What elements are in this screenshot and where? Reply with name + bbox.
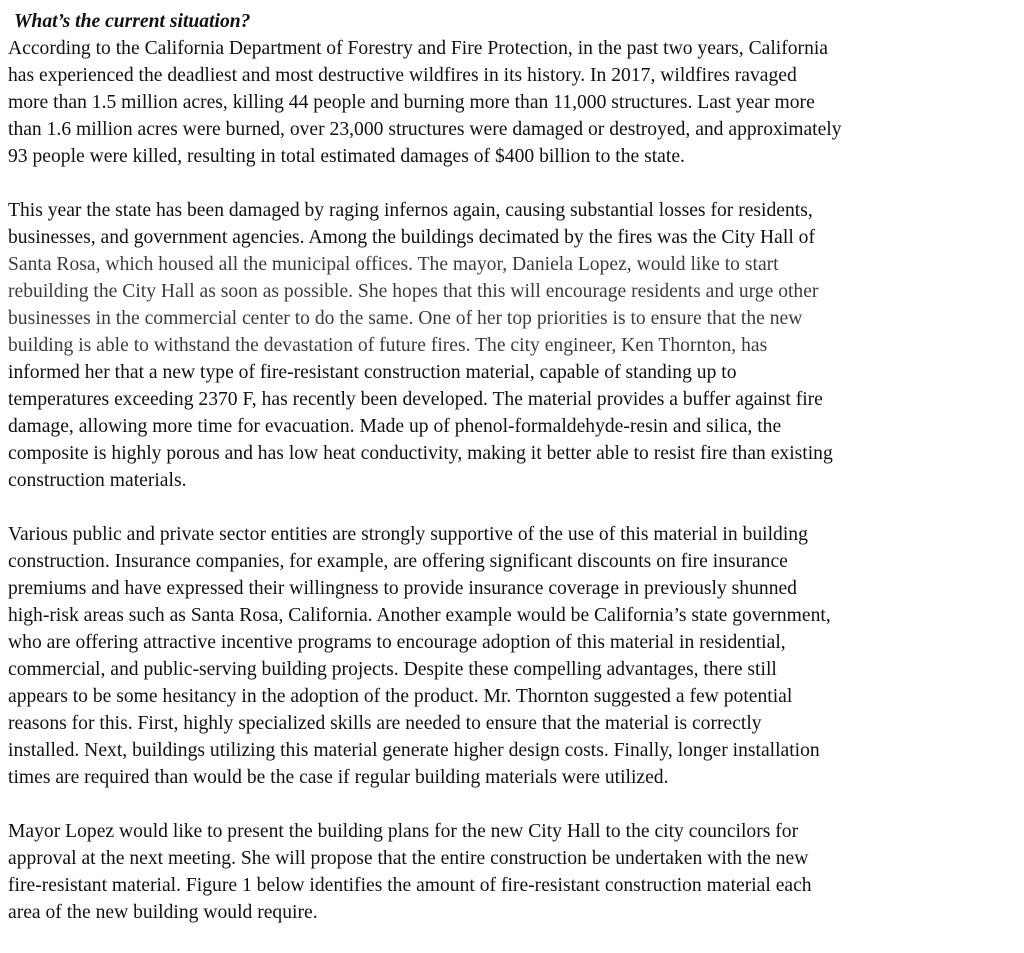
paragraph-line: Mayor Lopez would like to present the building plans for the new City Hall to the city councilors for (8, 821, 799, 842)
paragraph-line: has experienced the deadliest and most destructive wildfires in its history. In 2017, wildfires ravaged (8, 65, 797, 86)
paragraph-line: rebuilding the City Hall as soon as possible. She hopes that this will encourage residents and urge other (8, 281, 819, 302)
paragraph-line: who are offering attractive incentive programs to encourage adoption of this material in residential, (8, 632, 786, 653)
paragraph-mayor-plan (8, 818, 1018, 926)
paragraph-line: damage, allowing more time for evacuation. Made up of phenol-formaldehyde-resin and silica, the (8, 416, 782, 437)
paragraph-line: This year the state has been damaged by raging infernos again, causing substantial losses for residents, (8, 200, 813, 221)
paragraph-line: Santa Rosa, which housed all the municipal offices. The mayor, Daniela Lopez, would like to start (8, 254, 779, 275)
paragraph-line: area of the new building would require. (8, 902, 318, 923)
paragraph-support (8, 521, 1018, 791)
paragraph-line: approval at the next meeting. She will propose that the entire construction be undertaken with the new (8, 848, 809, 869)
paragraph-line: Various public and private sector entities are strongly supportive of the use of this material in building (8, 524, 808, 545)
paragraph-line: premiums and have expressed their willingness to provide insurance coverage in previously shunned (8, 578, 797, 599)
paragraph-line: more than 1.5 million acres, killing 44 people and burning more than 11,000 structures. Last year more (8, 92, 815, 113)
document-body (8, 8, 1018, 953)
paragraph-line: construction materials. (8, 470, 187, 491)
paragraph-line: than 1.6 million acres were burned, over 23,000 structures were damaged or destroyed, and approximately (8, 119, 842, 140)
paragraph-line: informed her that a new type of fire-resistant construction material, capable of standing up to (8, 362, 737, 383)
paragraph-line: businesses in the commercial center to do the same. One of her top priorities is to ensure that the new (8, 308, 803, 329)
paragraph-line: times are required than would be the case if regular building materials were utilized. (8, 767, 669, 788)
paragraph-city-hall (8, 197, 1018, 494)
paragraph-line: building is able to withstand the devastation of future fires. The city engineer, Ken Thornton, has (8, 335, 768, 356)
paragraph-line: composite is highly porous and has low heat conductivity, making it better able to resist fire than existing (8, 443, 833, 464)
paragraph-line: fire-resistant material. Figure 1 below identifies the amount of fire-resistant construction material each (8, 875, 812, 896)
paragraph-current-situation (8, 35, 1018, 170)
paragraph-line: According to the California Department of Forestry and Fire Protection, in the past two years, California (8, 38, 829, 59)
paragraph-line: construction. Insurance companies, for example, are offering significant discounts on fire insurance (8, 551, 788, 572)
paragraph-line: businesses, and government agencies. Among the buildings decimated by the fires was the City Hall of (8, 227, 815, 248)
paragraph-line: temperatures exceeding 2370 F, has recently been developed. The material provides a buffer against fire (8, 389, 823, 410)
paragraph-line: reasons for this. First, highly specialized skills are needed to ensure that the material is correctly (8, 713, 762, 734)
paragraph-line: high-risk areas such as Santa Rosa, California. Another example would be California’s state government, (8, 605, 831, 626)
section-heading: What’s the current situation? (14, 11, 251, 32)
paragraph-line: 93 people were killed, resulting in total estimated damages of $400 billion to the state. (8, 146, 685, 167)
paragraph-line: installed. Next, buildings utilizing this material generate higher design costs. Finally, longer installation (8, 740, 820, 761)
paragraph-line: appears to be some hesitancy in the adoption of the product. Mr. Thornton suggested a few potential (8, 686, 793, 707)
paragraph-line: commercial, and public-serving building projects. Despite these compelling advantages, there still (8, 659, 777, 680)
